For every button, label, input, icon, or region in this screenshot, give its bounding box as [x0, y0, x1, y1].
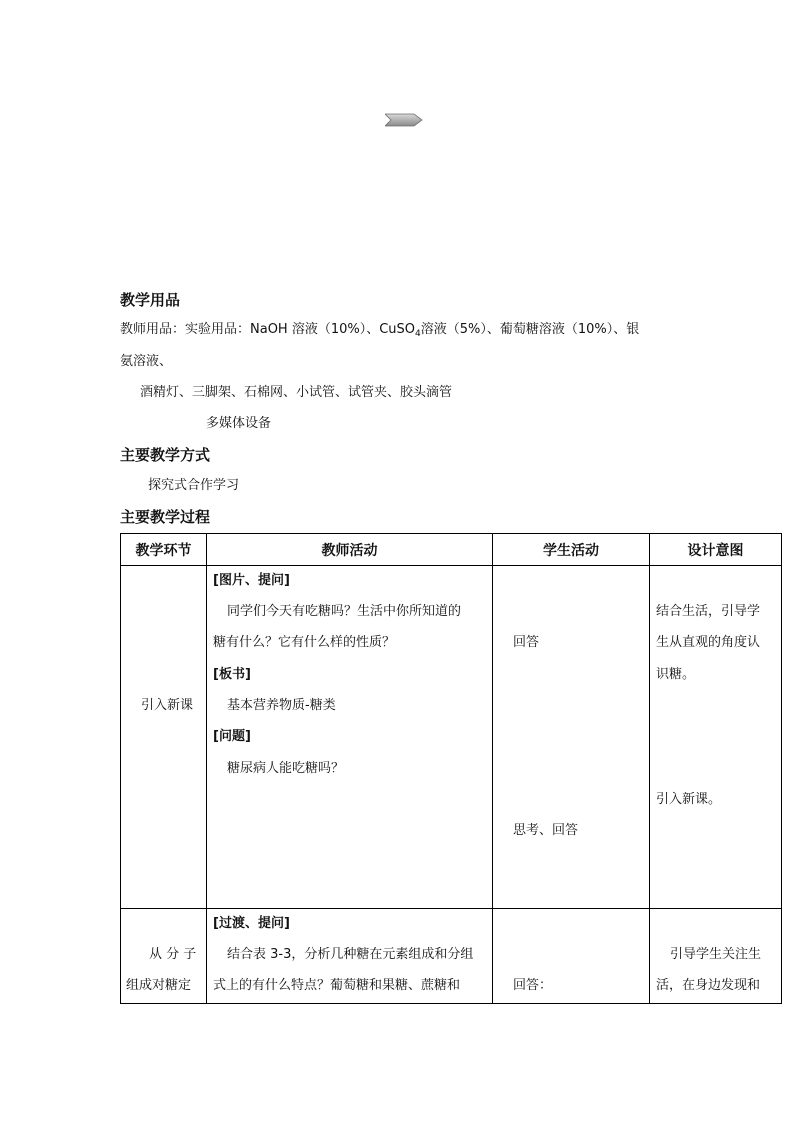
intent-text: 生从直观的角度认	[656, 635, 761, 650]
intent-text: 活，在身边发现和	[656, 978, 761, 993]
materials-line-1: 教师用品：实验用品：NaOH 溶液（10%）、CuSO$_4$溶液（5%）、葡萄糖溶液（10%）、银	[120, 322, 640, 339]
method-heading: 主要教学方式	[120, 446, 211, 464]
materials-line-3: 酒精灯、三脚架、石棉网、小试管、试管夹、胶头滴管	[140, 385, 453, 400]
student-activity-cell	[493, 909, 650, 1004]
intent-text: 引入新课。	[656, 792, 722, 807]
table-row	[121, 566, 782, 909]
materials-line-4: 多媒体设备	[206, 416, 272, 431]
teacher-text: [问题]	[213, 729, 251, 744]
teacher-text: 糖有什么？它有什么样的性质？	[213, 635, 396, 650]
stage-cell	[121, 566, 207, 909]
stage-text: 组成对糖定	[126, 978, 192, 993]
column-header-student: 学生活动	[493, 534, 650, 566]
student-activity-cell	[493, 566, 650, 909]
student-text: 回答	[513, 635, 540, 650]
chevron-arrow-icon	[385, 113, 423, 127]
stage-text: 从 分 子	[149, 947, 197, 962]
table-header-row	[121, 534, 782, 566]
student-text: 思考、回答	[513, 823, 579, 838]
teacher-text: [过渡、提问]	[213, 916, 290, 931]
intent-text: 识糖。	[656, 667, 696, 682]
materials-heading: 教学用品	[120, 291, 181, 309]
teacher-text: 同学们今天有吃糖吗？生活中你所知道的	[227, 604, 462, 619]
design-intent-cell	[650, 909, 782, 1004]
column-header-intent: 设计意图	[650, 534, 782, 566]
stage-text: 引入新课	[141, 698, 194, 713]
teacher-text: 糖尿病人能吃糖吗？	[227, 761, 345, 776]
teacher-text: 基本营养物质-糖类	[227, 698, 336, 713]
teacher-text: [图片、提问]	[213, 573, 290, 588]
table-row	[121, 909, 782, 1004]
design-intent-cell	[650, 566, 782, 909]
column-header-stage: 教学环节	[121, 534, 207, 566]
teacher-text: [板书]	[213, 667, 251, 682]
teaching-process-table	[120, 533, 782, 1004]
column-header-teacher: 教师活动	[207, 534, 493, 566]
method-text: 探究式合作学习	[148, 478, 240, 493]
intent-text: 结合生活，引导学	[656, 604, 761, 619]
teacher-activity-cell	[207, 566, 493, 909]
teacher-text: 式上的有什么特点？葡萄糖和果糖、蔗糖和	[213, 978, 461, 993]
process-heading: 主要教学过程	[120, 508, 211, 526]
intent-text: 引导学生关注生	[670, 947, 762, 962]
student-text: 回答：	[513, 978, 553, 993]
teacher-text: 结合表 3-3，分析几种糖在元素组成和分组	[227, 947, 474, 962]
teacher-activity-cell	[207, 909, 493, 1004]
materials-line-2: 氨溶液、	[120, 354, 173, 369]
stage-cell	[121, 909, 207, 1004]
